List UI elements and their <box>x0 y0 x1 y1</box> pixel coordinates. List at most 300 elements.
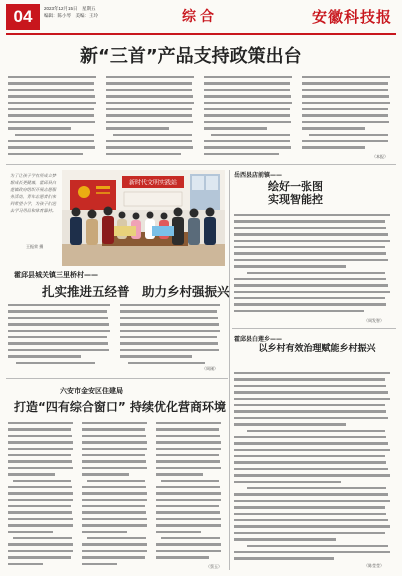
text-placeholder-bar <box>8 336 107 338</box>
text-placeholder-bar <box>8 531 53 533</box>
text-placeholder-bar <box>234 551 390 553</box>
body-text-line <box>120 328 224 334</box>
liuan-col-2 <box>82 420 150 570</box>
newspaper-masthead: 安徽科技报 <box>311 8 392 26</box>
body-text-line <box>302 93 394 99</box>
text-placeholder-bar <box>234 214 390 216</box>
body-text-line <box>82 509 150 515</box>
text-placeholder-bar <box>234 436 386 438</box>
text-placeholder-bar <box>106 114 192 116</box>
body-text-line <box>234 389 396 395</box>
text-placeholder-bar <box>234 391 388 393</box>
text-placeholder-bar <box>156 550 221 552</box>
body-text-line <box>106 80 198 86</box>
text-placeholder-bar <box>8 492 73 494</box>
text-placeholder-bar <box>82 511 146 513</box>
text-placeholder-bar <box>156 505 219 507</box>
body-text-line <box>156 426 224 432</box>
text-placeholder-bar <box>8 114 94 116</box>
body-text-line <box>8 541 76 547</box>
text-placeholder-bar <box>234 265 346 267</box>
body-text-line <box>120 321 224 327</box>
text-placeholder-bar <box>106 140 192 142</box>
text-placeholder-bar <box>247 272 385 274</box>
text-placeholder-bar <box>161 480 219 482</box>
event-photo-illustration <box>62 170 225 266</box>
body-text-line <box>82 522 150 528</box>
lead-article-col-3 <box>204 74 296 160</box>
yuexi-headline <box>268 180 323 206</box>
text-placeholder-bar <box>161 537 219 539</box>
text-placeholder-bar <box>156 422 221 424</box>
text-placeholder-bar <box>8 127 71 129</box>
body-text-line <box>82 554 150 560</box>
body-text-line <box>8 132 100 138</box>
text-placeholder-bar <box>234 278 386 280</box>
body-text-line <box>234 555 396 561</box>
text-placeholder-bar <box>204 121 291 123</box>
body-text-line <box>8 321 114 327</box>
text-placeholder-bar <box>8 76 96 78</box>
text-placeholder-bar <box>234 481 341 483</box>
text-placeholder-bar <box>204 102 292 104</box>
body-text-line <box>106 112 198 118</box>
body-text-line <box>8 439 76 445</box>
body-text-line <box>234 250 396 256</box>
yuexi-headline-line2: 实现智能控 <box>268 193 323 206</box>
text-placeholder-bar <box>82 460 146 462</box>
lead-article-col-2 <box>106 74 198 160</box>
body-text-line <box>8 151 100 157</box>
text-placeholder-bar <box>120 336 217 338</box>
body-text-line <box>234 218 396 224</box>
body-text-line <box>8 360 114 366</box>
body-text-line <box>234 440 396 446</box>
text-placeholder-bar <box>302 76 390 78</box>
text-placeholder-bar <box>120 317 218 319</box>
text-placeholder-bar <box>8 342 108 344</box>
text-placeholder-bar <box>234 417 388 419</box>
text-placeholder-bar <box>234 303 386 305</box>
text-placeholder-bar <box>82 428 145 430</box>
text-placeholder-bar <box>234 227 386 229</box>
text-placeholder-bar <box>8 323 109 325</box>
column-divider <box>229 170 230 570</box>
text-placeholder-bar <box>106 82 192 84</box>
text-placeholder-bar <box>8 355 81 357</box>
body-text-line <box>8 446 76 452</box>
body-text-line <box>8 340 114 346</box>
text-placeholder-bar <box>82 435 146 437</box>
body-text-line <box>8 509 76 515</box>
text-placeholder-bar <box>82 563 117 565</box>
text-placeholder-bar <box>8 82 94 84</box>
body-text-line <box>8 522 76 528</box>
text-placeholder-bar <box>234 297 385 299</box>
photo-caption: 为了让孩子学有所成立梦想成长更健康，霍邱县白莲镇政府组织开展志愿服务活动，青年志愿者们来到希望小学，为孩子们送去学习用品和体育器材。 <box>10 173 57 213</box>
yuexi-kicker: 岳西县店前镇—— <box>234 172 283 179</box>
text-placeholder-bar <box>234 519 388 521</box>
text-placeholder-bar <box>156 531 201 533</box>
text-placeholder-bar <box>302 108 388 110</box>
body-text-line <box>8 328 114 334</box>
body-text-line <box>8 426 76 432</box>
text-placeholder-bar <box>204 146 291 148</box>
text-placeholder-bar <box>82 531 127 533</box>
text-placeholder-bar <box>82 505 145 507</box>
text-placeholder-bar <box>82 422 147 424</box>
body-text-line <box>204 93 296 99</box>
text-placeholder-bar <box>8 473 55 475</box>
body-text-line <box>82 439 150 445</box>
body-text-line <box>8 100 100 106</box>
text-placeholder-bar <box>234 493 388 495</box>
text-placeholder-bar <box>8 460 72 462</box>
photo-banner-text: 新时代文明实践站 <box>128 179 178 187</box>
body-text-line <box>234 543 396 549</box>
text-placeholder-bar <box>234 291 390 293</box>
editor-line: 编辑：陈小琴 美编：王玲 <box>44 13 98 18</box>
body-text-line <box>156 541 224 547</box>
yuexi-headline-line1: 绘好一张图 <box>268 180 323 193</box>
bailian-body <box>234 370 396 562</box>
huoqiu-col-2 <box>120 302 224 366</box>
text-placeholder-bar <box>302 114 388 116</box>
text-placeholder-bar <box>156 428 219 430</box>
text-placeholder-bar <box>106 102 194 104</box>
text-placeholder-bar <box>82 543 147 545</box>
body-text-line <box>156 478 224 484</box>
text-placeholder-bar <box>156 518 221 520</box>
text-placeholder-bar <box>204 108 290 110</box>
text-placeholder-bar <box>302 140 388 142</box>
text-placeholder-bar <box>8 505 71 507</box>
body-text-line <box>302 112 394 118</box>
text-placeholder-bar <box>8 499 73 501</box>
text-placeholder-bar <box>8 317 108 319</box>
text-placeholder-bar <box>8 304 110 306</box>
body-text-line <box>106 132 198 138</box>
body-text-line <box>234 523 396 529</box>
text-placeholder-bar <box>8 543 73 545</box>
bailian-credit: （陈莹莹） <box>364 563 384 568</box>
text-placeholder-bar <box>234 240 390 242</box>
body-text-line <box>234 270 396 276</box>
text-placeholder-bar <box>8 146 95 148</box>
text-placeholder-bar <box>302 146 365 148</box>
text-placeholder-bar <box>247 487 386 489</box>
body-text-line <box>156 509 224 515</box>
text-placeholder-bar <box>8 95 95 97</box>
text-placeholder-bar <box>82 467 147 469</box>
body-text-line <box>156 446 224 452</box>
text-placeholder-bar <box>234 538 336 540</box>
body-text-line <box>106 151 198 157</box>
text-placeholder-bar <box>8 140 94 142</box>
body-text-line <box>82 458 150 464</box>
text-placeholder-bar <box>234 455 385 457</box>
text-placeholder-bar <box>234 474 390 476</box>
text-placeholder-bar <box>211 134 289 136</box>
body-text-line <box>8 308 114 314</box>
text-placeholder-bar <box>8 550 73 552</box>
photo-credit: 王振荣 摄 <box>26 244 44 249</box>
text-placeholder-bar <box>106 153 181 155</box>
text-placeholder-bar <box>8 330 110 332</box>
text-placeholder-bar <box>106 121 193 123</box>
body-text-line <box>156 522 224 528</box>
text-placeholder-bar <box>106 146 193 148</box>
huoqiu-kicker: 霍邱县城关镇三里桥村—— <box>14 271 98 279</box>
text-placeholder-bar <box>120 323 219 325</box>
text-placeholder-bar <box>8 518 73 520</box>
divider-huoqiu <box>6 378 228 379</box>
text-placeholder-bar <box>82 448 147 450</box>
liuan-col-3 <box>156 420 224 562</box>
text-placeholder-bar <box>247 545 388 547</box>
body-text-line <box>156 458 224 464</box>
text-placeholder-bar <box>16 362 94 364</box>
yuexi-credit: （周发智） <box>364 318 384 323</box>
bailian-kicker: 霍邱县白莲乡—— <box>234 336 283 343</box>
body-text-line <box>8 554 76 560</box>
body-text-line <box>234 396 396 402</box>
date-line: 2023年12月15日 星期五 <box>44 6 96 11</box>
text-placeholder-bar <box>204 127 267 129</box>
text-placeholder-bar <box>82 499 147 501</box>
huoqiu-headline: 扎实推进五经普 助力乡村强振兴 <box>42 284 230 299</box>
text-placeholder-bar <box>8 454 71 456</box>
body-text-line <box>204 80 296 86</box>
text-placeholder-bar <box>82 550 147 552</box>
body-text-line <box>234 301 396 307</box>
text-placeholder-bar <box>234 385 386 387</box>
text-placeholder-bar <box>106 89 192 91</box>
text-placeholder-bar <box>8 486 72 488</box>
text-placeholder-bar <box>8 448 73 450</box>
text-placeholder-bar <box>82 556 145 558</box>
text-placeholder-bar <box>120 342 218 344</box>
body-text-line <box>156 439 224 445</box>
lead-headline: 新“三首”产品支持政策出台 <box>80 46 302 67</box>
text-placeholder-bar <box>234 378 385 380</box>
body-text-line <box>82 541 150 547</box>
text-placeholder-bar <box>15 134 93 136</box>
date-editor-line <box>44 5 98 19</box>
text-placeholder-bar <box>234 410 386 412</box>
text-placeholder-bar <box>8 102 96 104</box>
body-text-line <box>8 112 100 118</box>
text-placeholder-bar <box>8 524 73 526</box>
text-placeholder-bar <box>156 511 220 513</box>
text-placeholder-bar <box>82 473 129 475</box>
body-text-line <box>82 478 150 484</box>
text-placeholder-bar <box>120 304 220 306</box>
body-text-line <box>8 93 100 99</box>
text-placeholder-bar <box>120 355 192 357</box>
body-text-line <box>8 458 76 464</box>
text-placeholder-bar <box>156 524 221 526</box>
text-placeholder-bar <box>82 441 147 443</box>
header-rule <box>6 33 396 35</box>
body-text-line <box>8 561 76 567</box>
text-placeholder-bar <box>204 76 292 78</box>
liuan-col-1 <box>8 420 76 570</box>
text-placeholder-bar <box>113 134 191 136</box>
body-text-line <box>204 100 296 106</box>
text-placeholder-bar <box>204 153 279 155</box>
body-text-line <box>234 408 396 414</box>
text-placeholder-bar <box>156 556 209 558</box>
text-placeholder-bar <box>234 284 388 286</box>
text-placeholder-bar <box>82 524 147 526</box>
body-text-line <box>82 561 150 567</box>
text-placeholder-bar <box>82 492 147 494</box>
text-placeholder-bar <box>156 448 221 450</box>
section-title: 综合 <box>182 9 218 25</box>
body-text-line <box>234 428 396 434</box>
text-placeholder-bar <box>120 349 219 351</box>
text-placeholder-bar <box>106 95 193 97</box>
body-text-line <box>234 459 396 465</box>
text-placeholder-bar <box>234 461 386 463</box>
text-placeholder-bar <box>234 513 386 515</box>
text-placeholder-bar <box>87 537 145 539</box>
body-text-line <box>120 308 224 314</box>
text-placeholder-bar <box>234 233 388 235</box>
text-placeholder-bar <box>106 127 169 129</box>
text-placeholder-bar <box>204 114 290 116</box>
text-placeholder-bar <box>8 441 73 443</box>
text-placeholder-bar <box>82 486 146 488</box>
text-placeholder-bar <box>302 102 390 104</box>
text-placeholder-bar <box>120 330 220 332</box>
text-placeholder-bar <box>234 506 385 508</box>
lead-article-col-4 <box>302 74 394 154</box>
body-text-line <box>302 80 394 86</box>
body-text-line <box>8 144 100 150</box>
text-placeholder-bar <box>87 480 145 482</box>
body-text-line <box>234 308 396 314</box>
text-placeholder-bar <box>234 442 388 444</box>
text-placeholder-bar <box>302 121 389 123</box>
bailian-headline: 以乡村有效治理赋能乡村振兴 <box>258 344 376 354</box>
text-placeholder-bar <box>8 435 72 437</box>
huoqiu-col-1 <box>8 302 114 372</box>
text-placeholder-bar <box>156 441 221 443</box>
text-placeholder-bar <box>156 499 221 501</box>
text-placeholder-bar <box>234 310 364 312</box>
body-text-line <box>302 100 394 106</box>
text-placeholder-bar <box>234 220 385 222</box>
body-text-line <box>234 504 396 510</box>
text-placeholder-bar <box>156 467 221 469</box>
text-placeholder-bar <box>204 95 291 97</box>
text-placeholder-bar <box>156 543 221 545</box>
body-text-line <box>8 478 76 484</box>
text-placeholder-bar <box>234 398 390 400</box>
text-placeholder-bar <box>13 480 71 482</box>
text-placeholder-bar <box>8 563 43 565</box>
divider-under-lead <box>6 164 396 165</box>
liuan-kicker: 六安市金安区住建局 <box>60 387 123 395</box>
text-placeholder-bar <box>234 557 334 559</box>
body-text-line <box>106 100 198 106</box>
text-placeholder-bar <box>120 310 217 312</box>
text-placeholder-bar <box>247 430 385 432</box>
text-placeholder-bar <box>204 82 290 84</box>
text-placeholder-bar <box>234 372 390 374</box>
text-placeholder-bar <box>302 127 365 129</box>
body-text-line <box>234 376 396 382</box>
text-placeholder-bar <box>309 134 387 136</box>
body-text-line <box>204 112 296 118</box>
body-text-line <box>8 490 76 496</box>
text-placeholder-bar <box>302 95 389 97</box>
text-placeholder-bar <box>156 492 221 494</box>
huoqiu-credit: （周刚） <box>202 366 218 371</box>
liuan-headline: 打造“四有综合窗口” 持续优化营商环境 <box>14 400 226 414</box>
event-photo <box>62 170 225 266</box>
text-placeholder-bar <box>234 259 388 261</box>
text-placeholder-bar <box>156 435 220 437</box>
text-placeholder-bar <box>234 404 385 406</box>
text-placeholder-bar <box>156 454 219 456</box>
body-text-line <box>106 93 198 99</box>
body-text-line <box>302 132 394 138</box>
body-text-line <box>204 151 296 157</box>
body-text-line <box>204 144 296 150</box>
text-placeholder-bar <box>302 82 388 84</box>
text-placeholder-bar <box>13 537 71 539</box>
lead-credit: （本报） <box>372 154 388 159</box>
body-text-line <box>8 80 100 86</box>
lead-article-col-1 <box>8 74 100 160</box>
text-placeholder-bar <box>234 525 390 527</box>
body-text-line <box>234 472 396 478</box>
body-text-line <box>106 144 198 150</box>
yuexi-body <box>234 212 396 318</box>
body-text-line <box>234 282 396 288</box>
divider-right <box>232 328 396 329</box>
body-text-line <box>234 491 396 497</box>
text-placeholder-bar <box>302 89 388 91</box>
body-text-line <box>82 446 150 452</box>
body-text-line <box>82 490 150 496</box>
body-text-line <box>204 132 296 138</box>
body-text-line <box>234 238 396 244</box>
text-placeholder-bar <box>8 511 72 513</box>
body-text-line <box>120 360 224 366</box>
body-text-line <box>234 231 396 237</box>
text-placeholder-bar <box>156 486 220 488</box>
text-placeholder-bar <box>82 518 147 520</box>
text-placeholder-bar <box>156 473 203 475</box>
page-number: 04 <box>6 4 40 30</box>
text-placeholder-bar <box>8 467 73 469</box>
text-placeholder-bar <box>8 428 71 430</box>
body-text-line <box>82 426 150 432</box>
body-text-line <box>156 490 224 496</box>
text-placeholder-bar <box>234 532 385 534</box>
text-placeholder-bar <box>8 310 107 312</box>
text-placeholder-bar <box>204 89 290 91</box>
text-placeholder-bar <box>8 422 73 424</box>
text-placeholder-bar <box>8 556 71 558</box>
text-placeholder-bar <box>234 252 386 254</box>
text-placeholder-bar <box>156 460 220 462</box>
body-text-line <box>302 144 394 150</box>
